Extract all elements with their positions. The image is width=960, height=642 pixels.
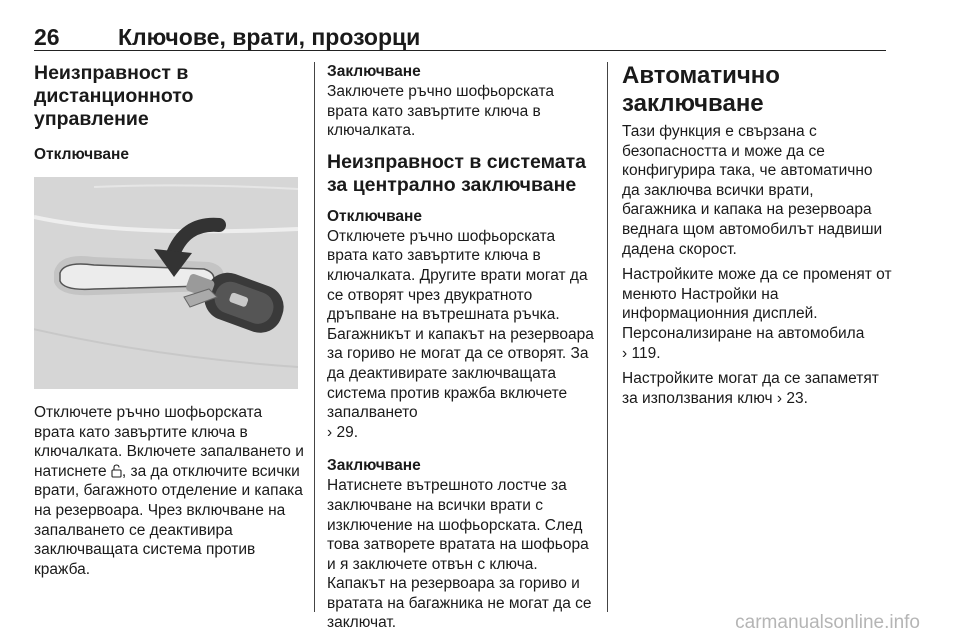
section-title-auto-lock: Автоматично заключване [622, 62, 780, 117]
page-number: 26 [34, 24, 60, 50]
paragraph-lock-2: Натиснете вътрешното лостче за заключване на всички врати с изключение на шофьорската. След това затворете вратата на шофьора и я заключете отвън с ключа. Капакът на резервоара за гориво и вратата на багажника не могат да се заключат. [327, 477, 592, 632]
column-1 [34, 62, 304, 579]
page-ref: 29. [336, 423, 359, 441]
paragraph-settings: Настройките може да се променят от менюто Настройки на информационния дисплей. Персонализиране на автомобила › 119. [622, 266, 892, 362]
paragraph-unlock: Отключете ръчно шофьорската врата като завъртите ключа в ключалката. Включете запалването и натиснете , за да отключите всички врати, багажното отделение и капака на резервоара. Чрез включване на запалването се деактивира заключващата система против кражба. [34, 404, 304, 578]
subheading-unlock-2: Отключване [327, 207, 423, 225]
section-title-remote-fault: Неизправност в дистанционното управление [34, 62, 194, 130]
section-title-central-locking-fault: Неизправност в системата за централно заключване [327, 150, 587, 196]
page-ref-arrow-icon: › [622, 344, 628, 362]
unlock-icon [111, 464, 122, 478]
column-3 [622, 62, 892, 408]
paragraph-unlock-2: Отключете ръчно шофьорската врата като завъртите ключа в ключалката. Другите врати могат да се отворят чрез двукратното дръпване на вътрешната ръчка. Багажникът и капакът на резервоара за гориво не могат да се отворят. За да деактивирате заключващата система против кражба включете запалването › 29. [327, 227, 594, 441]
paragraph-auto-lock: Тази функция е свързана с безопасността и може да се конфигурира така, че автоматично да заключва всички врати, багажника и капака на резервоара веднага щом автомобилът надвиши дадена скорост. [622, 123, 883, 258]
subheading-lock: Заключване [327, 63, 421, 80]
paragraph-lock: Заключете ръчно шофьорската врата като завъртите ключа в ключалката. [327, 83, 554, 140]
page-ref: 119. [631, 344, 661, 362]
paragraph-key-memory: Настройките могат да се запаметят за използвания ключ › 23. [622, 370, 879, 407]
header-rule [34, 50, 886, 51]
figure-key-in-door-lock [34, 177, 298, 389]
page-ref: 23. [786, 389, 808, 407]
watermark: carmanualsonline.info [735, 612, 920, 633]
key-door-illustration [34, 177, 298, 389]
column-divider-2 [607, 62, 608, 612]
subheading-unlock: Отключване [34, 146, 130, 163]
page-ref-arrow-icon: › [327, 423, 333, 441]
chapter-title: Ключове, врати, прозорци [118, 24, 421, 50]
subheading-lock-2: Заключване [327, 457, 421, 475]
column-2 [327, 62, 595, 633]
page-ref-arrow-icon: › [776, 389, 783, 407]
column-divider-1 [314, 62, 315, 612]
